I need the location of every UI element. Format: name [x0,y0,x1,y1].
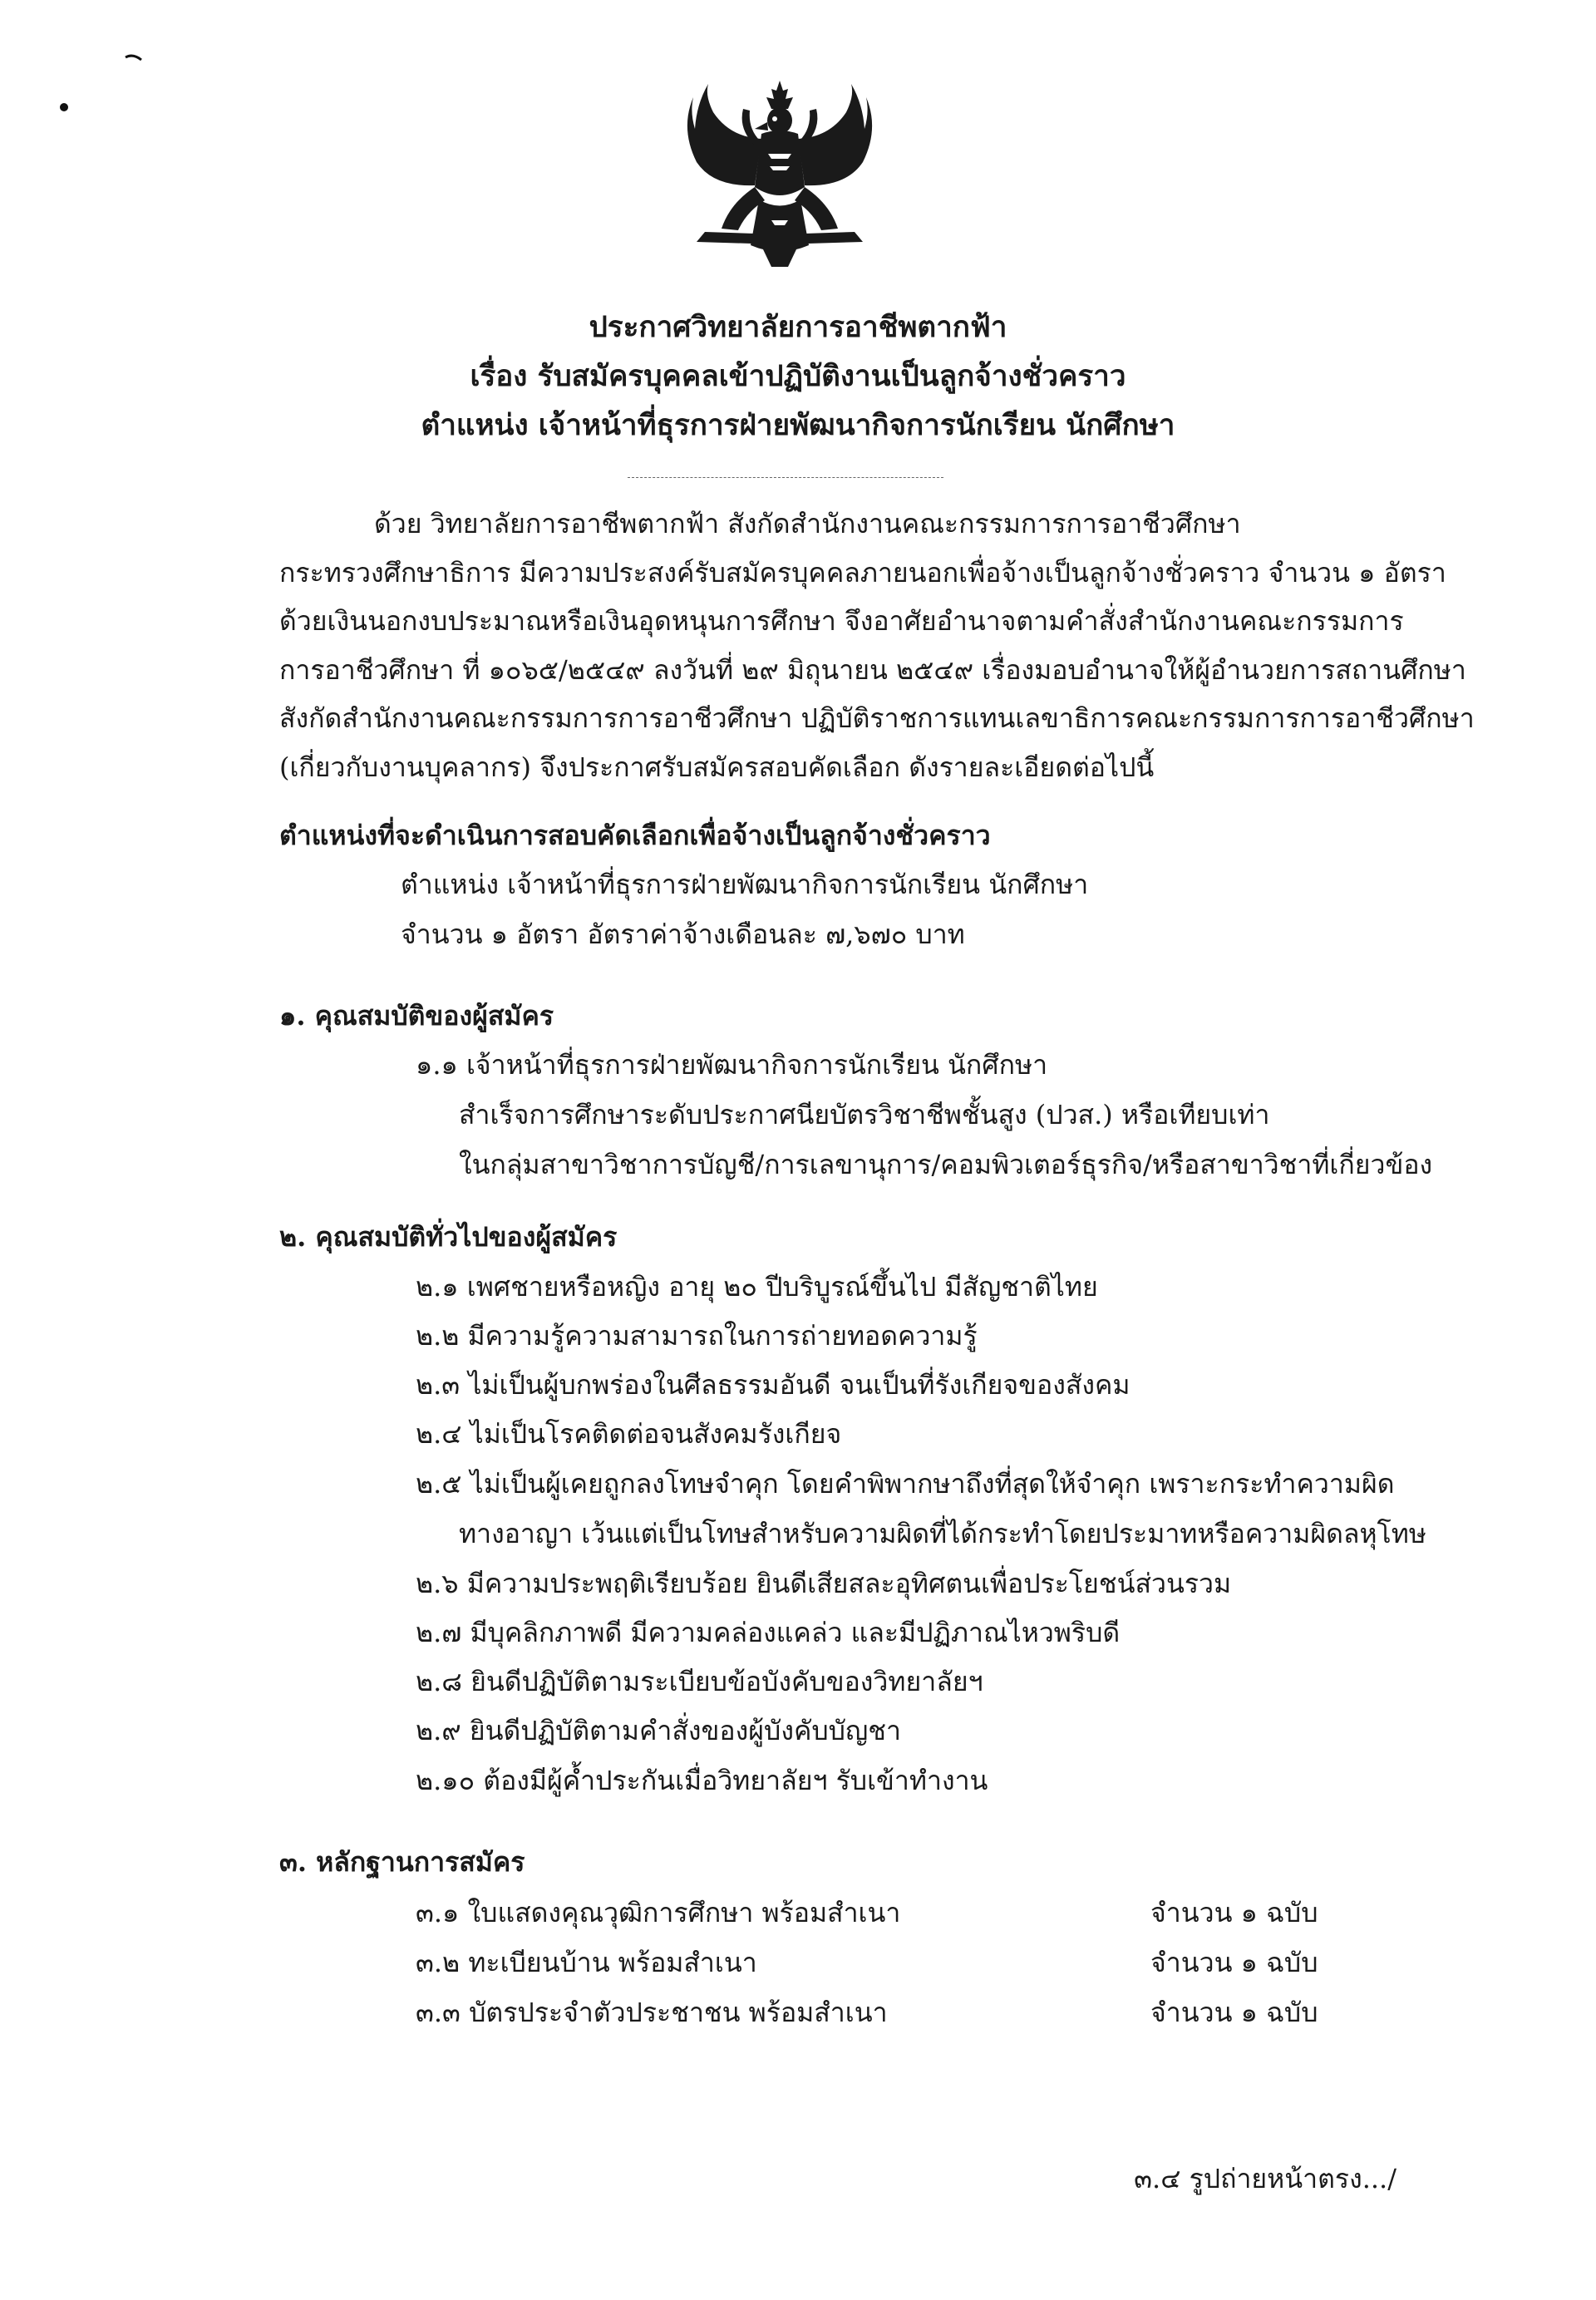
document-item-qty: จำนวน ๑ ฉบับ [1150,1947,1318,1978]
section2-heading: ๒. คุณสมบัติทั่วไปของผู้สมัคร [279,1221,618,1253]
position-heading: ตำแหน่งที่จะดำเนินการสอบคัดเลือกเพื่อจ้างเป็นลูกจ้างชั่วคราว [279,820,991,851]
section2-item: ๒.๒ มีความรู้ความสามารถในการถ่ายทอดความรู้ [416,1320,978,1352]
section2-item: ๒.๔ ไม่เป็นโรคติดต่อจนสังคมรังเกียจ [416,1418,842,1450]
notice-subject: เรื่อง รับสมัครบุคคลเข้าปฏิบัติงานเป็นลูกจ้างชั่วคราว [470,359,1126,393]
document-item-label: ๓.๓ บัตรประจำตัวประชาชน พร้อมสำเนา [416,1997,888,2028]
document-item-qty: จำนวน ๑ ฉบับ [1150,1897,1318,1928]
document-item-qty: จำนวน ๑ ฉบับ [1150,1997,1318,2028]
section1-item: ในกลุ่มสาขาวิชาการบัญชี/การเลขานุการ/คอมพิวเตอร์ธุรกิจ/หรือสาขาวิชาที่เกี่ยวข้อง [459,1149,1433,1180]
document-item-label: ๓.๒ ทะเบียนบ้าน พร้อมสำเนา [416,1947,757,1978]
section2-item: ๒.๙ ยินดีปฏิบัติตามคำสั่งของผู้บังคับบัญชา [416,1715,901,1746]
garuda-emblem [672,79,888,268]
section3-heading: ๓. หลักฐานการสมัคร [279,1846,525,1878]
continuation-note: ๓.๔ รูปถ่ายหน้าตรง.../ [1134,2163,1396,2194]
notice-title: ประกาศวิทยาลัยการอาชีพตากฟ้า [589,310,1007,344]
position-name: ตำแหน่ง เจ้าหน้าที่ธุรการฝ่ายพัฒนากิจการนักเรียน นักศึกษา [401,869,1089,900]
intro-line: สังกัดสำนักงานคณะกรรมการการอาชีวศึกษา ปฏิบัติราชการแทนเลขาธิการคณะกรรมการการอาชีวศึกษา [279,702,1475,734]
section1-item: สำเร็จการศึกษาระดับประกาศนียบัตรวิชาชีพชั้นสูง (ปวส.) หรือเทียบเท่า [459,1099,1270,1130]
intro-line: การอาชีวศึกษา ที่ ๑๐๖๕/๒๕๔๙ ลงวันที่ ๒๙ มิถุนายน ๒๕๔๙ เรื่องมอบอำนาจให้ผู้อำนวยการสถานศึกษา [279,654,1466,686]
scan-mark [125,53,143,62]
intro-line: (เกี่ยวกับงานบุคลากร) จึงประกาศรับสมัครสอบคัดเลือก ดังรายละเอียดต่อไปนี้ [279,751,1155,783]
section2-item: ๒.๘ ยินดีปฏิบัติตามระเบียบข้อบังคับของวิทยาลัยฯ [416,1666,983,1697]
intro-line: กระทรวงศึกษาธิการ มีความประสงค์รับสมัครบุคคลภายนอกเพื่อจ้างเป็นลูกจ้างชั่วคราว จำนวน ๑ อัตรา [279,557,1446,589]
intro-line: ด้วย วิทยาลัยการอาชีพตากฟ้า สังกัดสำนักงานคณะกรรมการการอาชีวศึกษา [374,508,1241,539]
document-item-label: ๓.๑ ใบแสดงคุณวุฒิการศึกษา พร้อมสำเนา [416,1897,901,1928]
section2-item: ทางอาญา เว้นแต่เป็นโทษสำหรับความผิดที่ได้กระทำโดยประมาทหรือความผิดลหุโทษ [459,1518,1426,1549]
section1-item: ๑.๑ เจ้าหน้าที่ธุรการฝ่ายพัฒนากิจการนักเรียน นักศึกษา [416,1049,1048,1081]
section2-item: ๒.๑ เพศชายหรือหญิง อายุ ๒๐ ปีบริบูรณ์ขึ้นไป มีสัญชาติไทย [416,1271,1098,1303]
section1-heading: ๑. คุณสมบัติของผู้สมัคร [279,1000,554,1032]
section2-item: ๒.๓ ไม่เป็นผู้บกพร่องในศีลธรรมอันดี จนเป็นที่รังเกียจของสังคม [416,1369,1130,1401]
scan-dot [60,103,68,111]
section2-item: ๒.๑๐ ต้องมีผู้ค้ำประกันเมื่อวิทยาลัยฯ รับเข้าทำงาน [416,1765,988,1796]
section2-item: ๒.๖ มีความประพฤติเรียบร้อย ยินดีเสียสละอุทิศตนเพื่อประโยชน์ส่วนรวม [416,1568,1232,1599]
section2-item: ๒.๗ มีบุคลิกภาพดี มีความคล่องแคล่ว และมีปฏิภาณไหวพริบดี [416,1617,1121,1648]
position-rate: จำนวน ๑ อัตรา อัตราค่าจ้างเดือนละ ๗,๖๗๐ บาท [401,919,965,950]
divider [628,477,943,478]
notice-position: ตำแหน่ง เจ้าหน้าที่ธุรการฝ่ายพัฒนากิจการนักเรียน นักศึกษา [421,408,1175,442]
section2-item: ๒.๕ ไม่เป็นผู้เคยถูกลงโทษจำคุก โดยคำพิพากษาถึงที่สุดให้จำคุก เพราะกระทำความผิด [416,1468,1395,1500]
intro-line: ด้วยเงินนอกงบประมาณหรือเงินอุดหนุนการศึกษา จึงอาศัยอำนาจตามคำสั่งสำนักงานคณะกรรมการ [279,605,1404,637]
